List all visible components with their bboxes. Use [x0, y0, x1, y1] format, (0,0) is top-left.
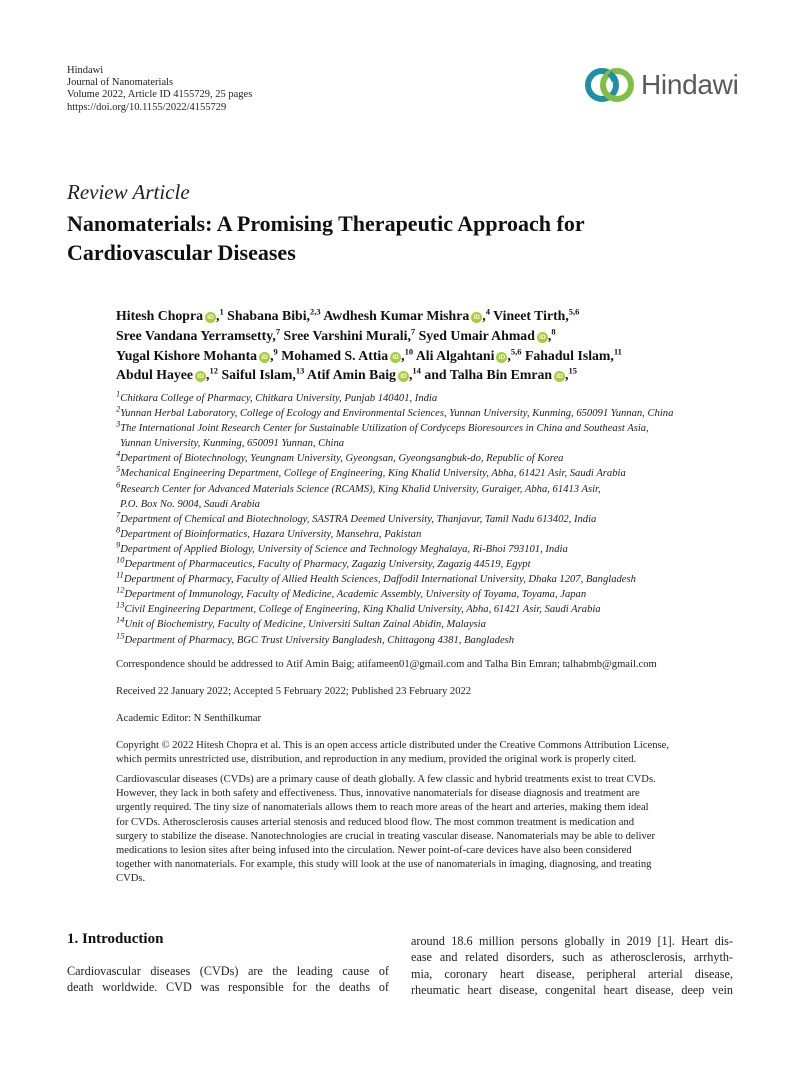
hindawi-logo [583, 66, 739, 104]
title-line: Nanomaterials: A Promising Therapeutic Approach for [67, 211, 585, 236]
affiliation-sup: 7 [116, 509, 121, 520]
abstract-line: together with nanomaterials. For example, this study will look at the use of nanomaterials in imaging, diagnosing, and treating [116, 859, 652, 871]
intro-line: mia, coronary heart disease, peripheral arterial disease, [411, 966, 733, 981]
author-affil-sup: 10 [404, 346, 414, 356]
abstract-line: However, they lack in both safety and effectiveness. Thus, innovative nanomaterials for disease diagnosis and treatment are [116, 788, 640, 800]
author-name: Awdhesh Kumar Mishra [323, 308, 470, 323]
affiliation-line [116, 403, 756, 421]
affiliation-text: Chitkara College of Pharmacy, Chitkara University, Punjab 140401, India [120, 393, 438, 404]
affiliation-sup: 5 [116, 463, 121, 474]
copyright-notice [116, 739, 736, 767]
author-name: Ali Algahtani [415, 347, 495, 363]
intro-line: rheumatic heart disease, congenital heart disease, deep vein [411, 983, 733, 998]
hindawi-rings-icon [583, 66, 637, 104]
orcid-icon[interactable]: iD [259, 352, 270, 363]
author-name: Shabana Bibi, [227, 308, 311, 323]
author: and Talha Bin Emran iD ,$^{15}$ [424, 365, 577, 383]
affiliation-line [116, 539, 756, 557]
affiliation-text: Department of Bioinformatics, Hazara University, Mansehra, Pakistan [120, 528, 422, 540]
logo-wordmark: Hindawi [641, 69, 739, 100]
affiliation-sup: 14 [116, 614, 125, 625]
author-name: Saiful Islam, [221, 367, 296, 383]
affiliation-text: Department of Applied Biology, University of Science and Technology Meghalaya, Ri-Bhoi 793101, India [120, 543, 568, 555]
affiliation-sup: 1 [116, 388, 121, 399]
intro-line: around 18.6 million persons globally in 2019 [1]. Heart dis- [411, 934, 733, 948]
affiliation-text: Department of Chemical and Biotechnology, SASTRA Deemed University, Thanjavur, Tamil Nadu 613402, India [120, 513, 597, 525]
journal-name: Journal of Nanomaterials [67, 77, 174, 89]
author-name: Fahadul Islam, [524, 347, 614, 363]
affiliation-line [116, 463, 756, 481]
author-affil-sup: 11 [613, 346, 622, 356]
abstract-line: medications to lesion sites after being infused into the circulation. Newer point-of-care devices have also been considered [116, 845, 632, 857]
author-name: Sree Vandana Yerramsetty, [116, 327, 276, 343]
orcid-icon[interactable]: iD [390, 352, 401, 363]
author: Awdhesh Kumar Mishra iD ,$^4$ [323, 306, 490, 323]
author-affil-sup: 15 [568, 365, 577, 376]
affiliation-text: Mechanical Engineering Department, College of Engineering, King Khalid University, Abha, 61421 Asir, Saudi Arabia [120, 468, 626, 480]
author-affil-sup: 9 [273, 346, 278, 356]
affiliation-line [116, 524, 756, 542]
affiliation-line [116, 479, 756, 497]
correspondence: Correspondence should be addressed to Atif Amin Baig; atifameen01@gmail.com and Talha Bin Emran; talhabmb@gmail.com [116, 659, 657, 670]
author [284, 328, 416, 343]
author: Ali Algahtani iD ,$^{5,6}$ [415, 346, 522, 363]
author-list [116, 306, 756, 385]
affiliation-line [116, 614, 756, 632]
author-name: Hitesh Chopra [116, 308, 204, 323]
author-name: Atif Amin Baig [307, 367, 396, 383]
affiliation-sup: 9 [116, 539, 121, 550]
orcid-icon[interactable]: iD [554, 371, 565, 382]
affiliation-sup: 12 [116, 584, 125, 595]
volume-line: Volume 2022, Article ID 4155729, 25 pages [67, 89, 253, 101]
affiliation-line [116, 436, 756, 451]
orcid-icon[interactable]: iD [205, 312, 216, 323]
affiliation-line [116, 554, 756, 572]
affiliation-text: Department of Pharmacy, Faculty of Allied Health Sciences, Daffodil International University, Dhaka 1207, Bangladesh [123, 574, 636, 586]
author-affil-sup: 4 [485, 306, 490, 317]
affiliation-text: Unit of Biochemistry, Faculty of Medicine, Universiti Sultan Zainal Abidin, Malaysia [124, 619, 486, 631]
orcid-icon[interactable]: iD [471, 312, 482, 323]
affiliation-sup: 10 [116, 554, 125, 565]
author-affil-sup: 7 [275, 326, 281, 337]
affiliation-line [116, 497, 756, 512]
author-affil-sup: 13 [295, 365, 305, 376]
abstract-line: Cardiovascular diseases (CVDs) are a primary cause of death globally. A few classic and hybrid treatments exist to treat CVDs. [116, 774, 656, 785]
author [116, 328, 280, 343]
author-name: and Talha Bin Emran [424, 367, 553, 383]
author-name: Abdul Hayee [116, 367, 194, 383]
affiliation-text: P.O. Box No. 9004, Saudi Arabia [120, 498, 260, 510]
affiliation-text: Department of Pharmaceutics, Faculty of Pharmacy, Zagazig University, Zagazig 44519, Egypt [124, 559, 531, 571]
journal-meta [67, 65, 252, 114]
author [227, 308, 320, 323]
affiliation-text: Department of Biotechnology, Yeungnam University, Gyeongsan, Gyeongsangbuk-do, Republic of Korea [120, 453, 564, 465]
author-affil-sup: 5,6 [568, 306, 580, 317]
abstract-line: CVDs. [116, 873, 146, 885]
author-line [116, 346, 756, 366]
affiliation-sup: 3 [116, 418, 121, 429]
copyright-line: Copyright © 2022 Hitesh Chopra et al. This is an open access article distributed under the Creative Commons Attribution License, [116, 740, 670, 751]
author: Syed Umair Ahmad iD ,$^8$ [418, 326, 556, 343]
author-affil-sup: 7 [410, 326, 416, 337]
affiliation-sup: 11 [116, 569, 124, 580]
affiliation-sup: 15 [116, 629, 125, 640]
publication-dates: Received 22 January 2022; Accepted 5 February 2022; Published 23 February 2022 [116, 686, 472, 697]
author [525, 348, 622, 363]
article-title [67, 209, 727, 267]
intro-right-column [411, 933, 733, 999]
author-affil-sup: 8 [551, 326, 556, 337]
author [221, 367, 304, 382]
affiliation-sup: 13 [116, 599, 125, 610]
author: Atif Amin Baig iD ,$^{14}$ [307, 365, 421, 383]
affiliation-line [116, 629, 756, 648]
author-affil-sup: 5,6 [510, 346, 522, 356]
author: Abdul Hayee iD ,$^{12}$ [116, 365, 218, 383]
author-name: Yugal Kishore Mohanta [116, 347, 258, 363]
author-name: Syed Umair Ahmad [418, 327, 535, 343]
affiliation-line [116, 418, 756, 436]
orcid-icon[interactable]: iD [195, 371, 206, 382]
affiliation-line [116, 388, 756, 406]
abstract-line: for CVDs. Atherosclerosis causes arterial stenosis and reduced blood flow. The most common treatment is medication and [116, 816, 635, 828]
author: Mohamed S. Attia iD ,$^{10}$ [281, 346, 414, 363]
abstract [116, 773, 736, 887]
author-line [116, 365, 756, 385]
abstract-line: urgently required. The tiny size of nanomaterials allows them to reach more areas of the heart and arteries, making them ideal [116, 802, 649, 814]
intro-line: Cardiovascular diseases (CVDs) are the leading cause of [67, 964, 389, 978]
author-affil-sup: 12 [209, 365, 218, 376]
author-affil-sup: 1 [219, 306, 224, 317]
author-name: Sree Varshini Murali, [283, 327, 411, 343]
affiliation-text: Department of Pharmacy, BGC Trust University Bangladesh, Chittagong 4381, Bangladesh [124, 634, 515, 646]
author [493, 308, 579, 323]
title-line: Cardiovascular Diseases [67, 240, 296, 265]
affiliation-text: The International Joint Research Center for Sustainable Utilization of Cordyceps Bioresources in China and Southeast Asia, [120, 423, 649, 435]
author-line [116, 306, 756, 326]
affiliation-text: Civil Engineering Department, College of Engineering, King Khalid University, Abha, 61421 Asir, Saudi Arabia [124, 604, 601, 616]
author: Hitesh Chopra iD ,$^1$ [116, 306, 224, 323]
affiliation-text: Yunnan Herbal Laboratory, College of Ecology and Environmental Sciences, Yunnan University, Kunming, 650091 Yunnan, China [120, 408, 674, 420]
section-heading: 1. Introduction [67, 931, 164, 947]
affiliation-list [116, 388, 756, 648]
author-line [116, 326, 756, 346]
author-affil-sup: 14 [412, 365, 421, 376]
orcid-icon[interactable]: iD [398, 371, 409, 382]
publisher-name: Hindawi [67, 65, 104, 76]
affiliation-sup: 2 [116, 403, 121, 414]
affiliation-sup: 6 [116, 479, 121, 490]
affiliation-sup: 8 [116, 524, 121, 535]
author-name: Vineet Tirth, [493, 308, 569, 323]
orcid-icon[interactable]: iD [537, 332, 548, 343]
affiliation-line [116, 584, 756, 602]
affiliation-line [116, 509, 756, 527]
affiliation-text: Department of Immunology, Faculty of Medicine, Academic Assembly, University of Toyama, Toyama, Japan [124, 589, 587, 601]
affiliation-text: Yunnan University, Kunming, 650091 Yunnan, China [120, 438, 345, 450]
affiliation-sup: 4 [116, 448, 121, 459]
author: Yugal Kishore Mohanta iD ,$^9$ [116, 346, 278, 363]
abstract-line: surgery to stabilize the disease. Nanotechnologies are crucial in treating vascular disease. Nanomaterials may be able to deliver [116, 830, 655, 842]
affiliation-line [116, 569, 756, 587]
affiliation-line [116, 448, 756, 466]
author-name: Mohamed S. Attia [281, 347, 389, 363]
affiliation-line [116, 599, 756, 617]
affiliation-text: Research Center for Advanced Materials Science (RCAMS), King Khalid University, Guraiger, Abha, 61413 Asir, [120, 483, 601, 495]
author-affil-sup: 2,3 [310, 306, 321, 317]
copyright-line: which permits unrestricted use, distribution, and reproduction in any medium, provided the original work is properly cited. [116, 754, 637, 766]
orcid-icon[interactable]: iD [496, 352, 507, 363]
academic-editor: Academic Editor: N Senthilkumar [116, 713, 262, 724]
intro-line: death worldwide. CVD was responsible for the deaths of [67, 980, 389, 995]
intro-line: ease and related disorders, such as atherosclerosis, arrhyth- [411, 950, 733, 965]
intro-left-column [67, 963, 389, 996]
doi-link[interactable]: https://doi.org/10.1155/2022/4155729 [67, 101, 227, 113]
article-type: Review Article [67, 180, 190, 204]
